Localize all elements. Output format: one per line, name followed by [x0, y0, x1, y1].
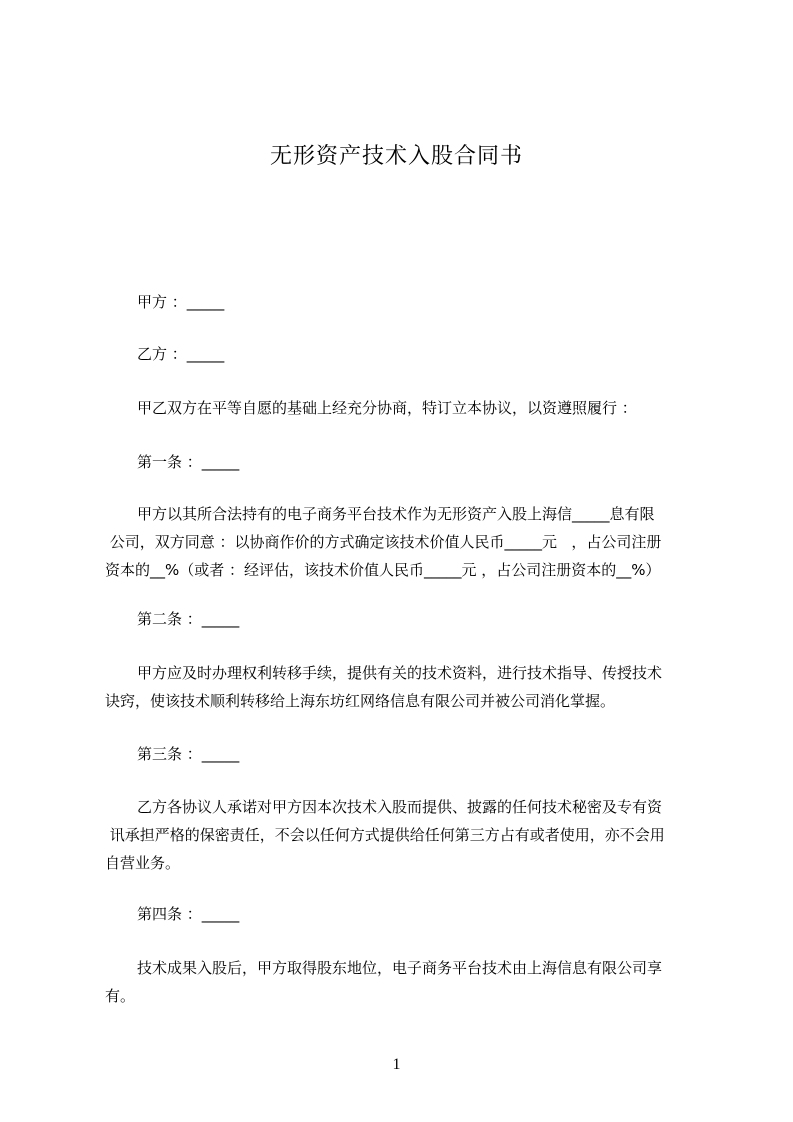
article-2-line-2: 诀窍，使该技术顺利转移给上海东坊红网络信息有限公司并被公司消化掌握。 — [105, 692, 616, 710]
preamble-text: 甲乙双方在平等自愿的基础上经充分协商，特订立本协议，以资遵照履行 ： — [137, 399, 637, 417]
article-2-heading: 第二条 ：_____ — [137, 610, 240, 628]
article-1-line-1: 甲方以其所合法持有的电子商务平台技术作为无形资产入股上海信_____息有限 — [137, 505, 655, 523]
article-2-body — [105, 659, 705, 715]
article-3-line-2: 讯承担严格的保密责任，不会以任何方式提供给任何第三方占有或者使用，亦不会用 — [105, 826, 665, 844]
article-1-line-2: 公司，双方同意 ：以协商作价的方式确定该技术价值人民币_____元 ，占公司注册 — [105, 533, 662, 551]
article-3-line-3: 自营业务。 — [105, 854, 181, 872]
article-1-heading: 第一条 ：_____ — [137, 453, 240, 471]
article-1-body — [105, 500, 705, 584]
article-4-body — [105, 954, 705, 1010]
article-4-line-2: 有。 — [105, 987, 136, 1005]
article-3-heading: 第三条 ：_____ — [137, 745, 240, 763]
article-4-heading: 第四条 ：_____ — [137, 905, 240, 923]
party-b-line: 乙方 ：_____ — [137, 345, 225, 363]
article-1-line-3: 资本的__%（或者 ：经评估，该技术价值人民币_____元 ，占公司注册资本的__%） — [105, 561, 661, 579]
article-2-line-1: 甲方应及时办理权利转移手续，提供有关的技术资料，进行技术指导、传授技术 — [137, 664, 663, 682]
document-title: 无形资产技术入股合同书 — [269, 144, 523, 169]
article-3-line-1: 乙方各协议人承诺对甲方因本次技术入股而提供、披露的任何技术秘密及专有资 — [137, 798, 663, 816]
party-a-line: 甲方 ：_____ — [137, 293, 225, 311]
article-4-line-1: 技术成果入股后，甲方取得股东地位，电子商务平台技术由上海信息有限公司享 — [137, 959, 663, 977]
article-3-body — [105, 793, 705, 877]
page-number: 1 — [392, 1056, 401, 1073]
